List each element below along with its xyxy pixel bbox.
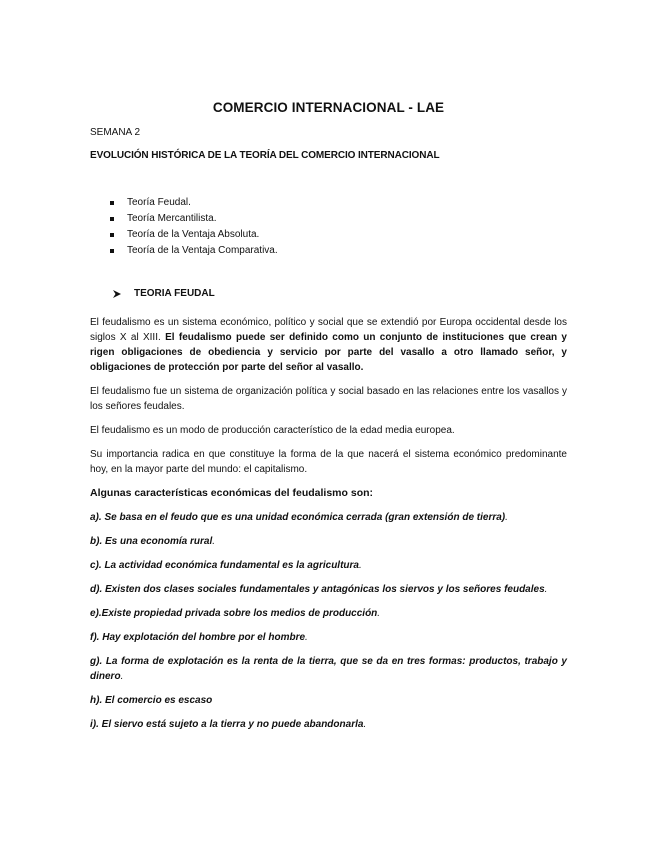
document-title: COMERCIO INTERNACIONAL - LAE <box>212 100 445 115</box>
topic-label: Teoría Feudal. <box>127 197 191 208</box>
characteristic-text: b). Es una economía rural <box>90 536 213 547</box>
characteristic-tail: . <box>363 719 367 730</box>
topic-label: Teoría Mercantilista. <box>127 213 217 224</box>
square-bullet-icon <box>110 217 114 221</box>
topics-list <box>90 195 567 259</box>
characteristic-tail: . <box>505 512 508 523</box>
paragraph: Su importancia radica en que constituye la forma de la que nacerá el sistema económico predominante hoy, en la mayor parte del mundo: el capitalismo. <box>90 449 567 475</box>
characteristic-text: g). La forma de explotación es la renta de la tierra, que se da en tres formas: productos, trabajo y dinero <box>90 656 567 682</box>
paragraph-bold-text: El feudalismo puede ser definido como un conjunto de instituciones que crean y rigen obligaciones de obediencia y servicio por parte del vasallo a otro llamado señor, y obligaciones de protección por parte del señor al vasallo. <box>90 332 567 373</box>
characteristic-text: i). El siervo está sujeto a la tierra y no puede abandonarla <box>90 719 364 730</box>
characteristic-text: h). El comercio es escaso <box>90 695 213 706</box>
section-heading <box>112 286 567 301</box>
characteristic-tail: . <box>212 536 216 547</box>
characteristics-list <box>90 510 567 732</box>
arrowhead-bullet-icon <box>112 289 122 299</box>
paragraph-text: El feudalismo es un sistema económico, político y social que se extendió por Europa occidental desde los siglos X al XIII. <box>90 317 567 343</box>
list-item <box>90 630 567 645</box>
list-item <box>110 195 567 211</box>
list-item <box>90 654 567 684</box>
list-item <box>90 582 567 597</box>
characteristic-tail: . <box>377 608 381 619</box>
document-subtitle: EVOLUCIÓN HISTÓRICA DE LA TEORÍA DEL COMERCIO INTERNACIONAL <box>90 150 440 161</box>
list-item <box>110 227 567 243</box>
list-item <box>90 717 567 732</box>
square-bullet-icon <box>110 201 114 205</box>
characteristics-heading: Algunas características económicas del feudalismo son: <box>90 487 374 499</box>
characteristic-tail: . <box>305 632 308 643</box>
characteristic-tail: . <box>544 584 548 595</box>
characteristic-tail: . <box>120 671 124 682</box>
characteristic-text: a). Se basa en el feudo que es una unidad económica cerrada (gran extensión de tierra) <box>90 512 506 523</box>
list-item <box>90 558 567 573</box>
topic-label: Teoría de la Ventaja Absoluta. <box>127 229 260 240</box>
week-label: SEMANA 2 <box>90 127 141 138</box>
characteristic-text: f). Hay explotación del hombre por el hombre <box>90 632 306 643</box>
characteristic-text: d). Existen dos clases sociales fundamentales y antagónicas los siervos y los señores feudales <box>90 584 545 595</box>
characteristic-text: e).Existe propiedad privada sobre los medios de producción <box>90 608 378 619</box>
paragraph <box>90 315 567 375</box>
square-bullet-icon <box>110 249 114 253</box>
list-item <box>110 243 567 259</box>
characteristic-text: c). La actividad económica fundamental es la agricultura <box>90 560 359 571</box>
paragraph: El feudalismo fue un sistema de organización política y social basado en las relaciones entre los vasallos y los señores feudales. <box>90 386 567 412</box>
characteristic-tail: . <box>358 560 362 571</box>
list-item <box>110 211 567 227</box>
topic-label: Teoría de la Ventaja Comparativa. <box>127 245 278 256</box>
list-item <box>90 693 567 708</box>
square-bullet-icon <box>110 233 114 237</box>
list-item <box>90 606 567 621</box>
list-item <box>90 510 567 525</box>
list-item <box>90 534 567 549</box>
section-heading-label: TEORIA FEUDAL <box>134 288 215 299</box>
paragraph: El feudalismo es un modo de producción característico de la edad media europea. <box>90 425 455 436</box>
